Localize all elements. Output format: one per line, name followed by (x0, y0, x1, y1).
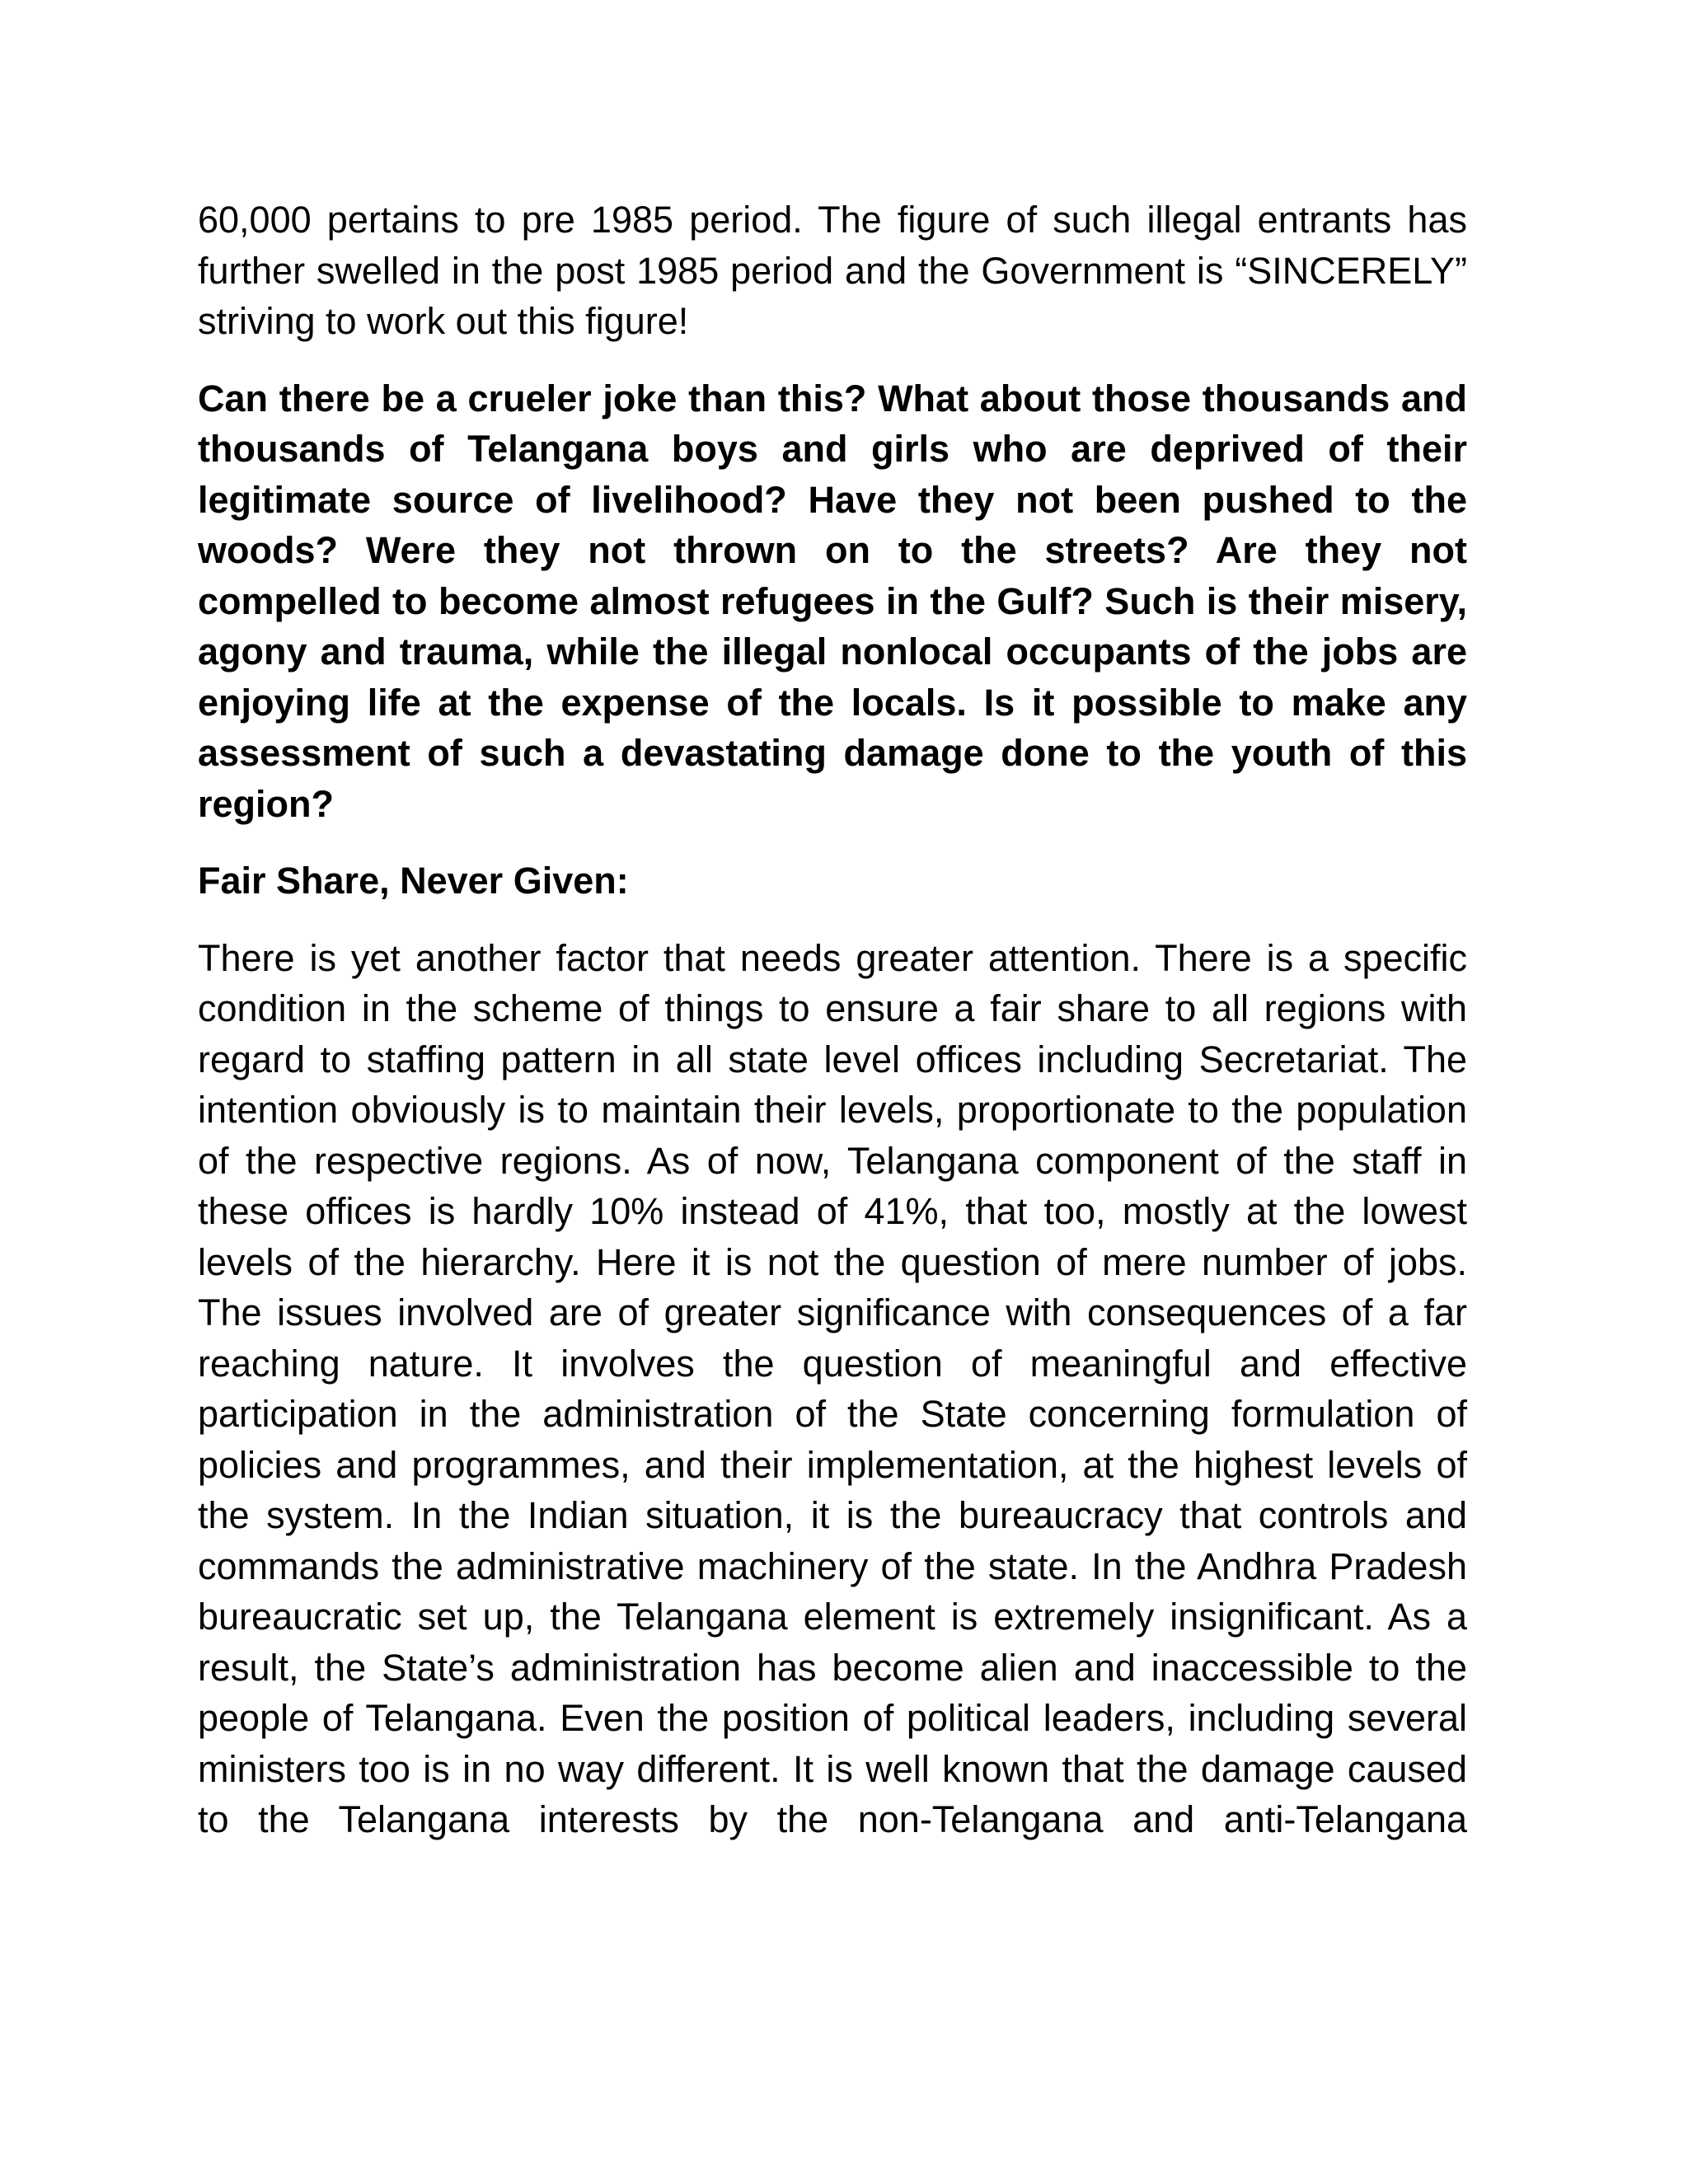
paragraph-cruel-joke: Can there be a crueler joke than this? What about those thousands and thousands of Telangana boys and girls who are deprived of their legitimate source of livelihood? Have they not been pushed to the woods? Were they not thrown on to the streets? Are they not compelled to become almost refugees in the Gulf? Such is their misery, agony and trauma, while the illegal nonlocal occupants of the jobs are enjoying life at the expense of the locals. Is it possible to make any assessment of such a devastating damage done to the youth of this region? (198, 377, 1467, 825)
paragraph-illegal-entrants: 60,000 pertains to pre 1985 period. The figure of such illegal entrants has further swelled in the post 1985 period and the Government is “SINCERELY” striving to work out this figure! (198, 199, 1467, 342)
paragraph-fair-share: There is yet another factor that needs greater attention. There is a specific condition in the scheme of things to ensure a fair share to all regions with regard to staffing pattern in all state level offices including Secretariat. The intention obviously is to maintain their levels, proportionate to the population of the respective regions. As of now, Telangana component of the staff in these offices is hardly 10% instead of 41%, that too, mostly at the lowest levels of the hierarchy. Here it is not the question of mere number of jobs. The issues involved are of greater significance with consequences of a far reaching nature. It involves the question of meaningful and effective participation in the administration of the State concerning formulation of policies and programmes, and their implementation, at the highest levels of the system. In the Indian situation, it is the bureaucracy that controls and commands the administrative machinery of the state. In the Andhra Pradesh bureaucratic set up, the Telangana element is extremely insignificant. As a result, the State’s administration has become alien and inaccessible to the people of Telangana. Even the position of political leaders, including several ministers too is in no way different. It is well known that the damage caused to the Telangana interests by the non-Telangana and anti-Telangana (198, 936, 1467, 1840)
section-heading: Fair Share, Never Given: (198, 860, 629, 902)
document-body (198, 194, 1467, 1845)
